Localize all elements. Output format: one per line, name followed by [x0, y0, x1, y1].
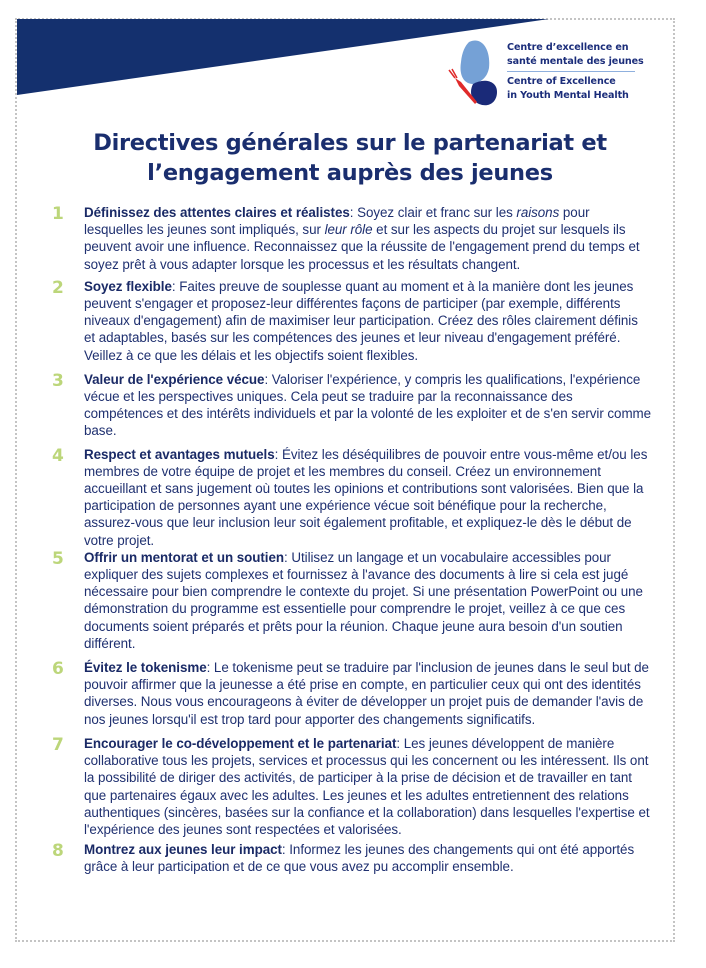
item-body: : Les jeunes développent de manière collaborative tous les projets, services et processus qui les concernent ou les intéressent. Ils ont la possibilité de diriger des activités, de participer à la prise de décision et de travailler en tant que partenaires égaux avec les adultes. Les jeunes et les adultes entretiennent des relations authentiques (sincères, basées sur la confiance et la collaboration) dans lesquelles l'expertise et l'expérience des jeunes sont respectées et valorisées.: [84, 735, 650, 837]
guideline-item-5: [52, 549, 652, 652]
item-text: [84, 659, 652, 728]
item-body: : Évitez les déséquilibres de pouvoir entre vous-même et/ou les membres de votre équipe de projet et les membres du conseil. Créez un environnement accueillant et sans jugement où toutes les opinions et contributions sont valorisées. Bien que la participation de personnes ayant une expérience vécue soit bénéfique pour la recherche, assurez-vous que leur inclusion leur soit également profitable, et expliquez-le dès le début de votre projet.: [84, 446, 648, 548]
item-body: et sur les aspects du projet sur lesquels ils peuvent avoir une influence. Reconnaissez que la réussite de l'engagement prend du temps et soyez prêt à vous adapter lorsque les processus et les résultats changent.: [84, 222, 640, 272]
logo-line-en-2: in Youth Mental Health: [507, 90, 629, 101]
item-heading: Valeur de l'expérience vécue: [84, 371, 265, 387]
item-text: [84, 549, 652, 652]
item-text: [84, 735, 652, 838]
item-heading: Montrez aux jeunes leur impact: [84, 842, 282, 858]
butterfly-upper-wing: [461, 40, 490, 84]
guideline-item-4: [52, 446, 652, 549]
item-number: 8: [52, 841, 64, 862]
item-text: [84, 841, 652, 875]
guideline-item-6: [52, 659, 652, 728]
item-heading: Respect et avantages mutuels: [84, 446, 275, 462]
item-emphasis: raisons: [516, 205, 560, 220]
page-title: [30, 128, 670, 188]
item-body: : Le tokenisme peut se traduire par l'inclusion de jeunes dans le seul but de pouvoir affirmer que la jeunesse a été prise en compte, en particulier ceux qui ont des identités diverses. Nous vous encourageons à éviter de développer un projet puis de demander l'avis de nos jeunes lorsqu'il est trop tard pour apporter des changements significatifs.: [84, 660, 649, 727]
item-heading: Soyez flexible: [84, 278, 172, 294]
item-text: [84, 446, 652, 549]
item-body: pour lesquelles les jeunes sont impliqués, sur: [84, 205, 590, 238]
guideline-item-3: [52, 371, 652, 440]
item-text: [84, 371, 652, 440]
guideline-item-8: [52, 841, 652, 875]
item-text: [84, 204, 652, 273]
item-number: 7: [52, 734, 64, 755]
logo-line-fr-1: Centre d’excellence en: [507, 42, 629, 53]
item-body: : Valoriser l'expérience, y compris les qualifications, l'expérience vécue et les perspectives uniques. Cela peut se traduire par la reconnaissance des compétences et des intérêts individuels et par la volonté de les exploiter et de s'en servir comme base.: [84, 371, 652, 439]
logo-divider: [507, 71, 635, 72]
title-line-2: l’engagement auprès des jeunes: [147, 160, 553, 186]
item-heading: Encourager le co-développement et le partenariat: [84, 735, 397, 751]
item-heading: Définissez des attentes claires et réalistes: [84, 205, 350, 220]
logo-line-fr-2: santé mentale des jeunes: [507, 56, 644, 67]
item-number: 6: [52, 659, 64, 680]
logo-line-en-1: Centre of Excellence: [507, 76, 616, 87]
item-number: 3: [52, 370, 64, 391]
item-emphasis: leur rôle: [324, 222, 373, 238]
guidelines-list: [52, 204, 652, 876]
item-number: 1: [52, 204, 64, 224]
organization-logo: [447, 38, 647, 110]
item-body: : Soyez clair et franc sur les: [349, 205, 517, 220]
item-body: : Informez les jeunes des changements qui ont été apportés grâce à leur participation et de ce que vous avez pu accomplir ensemble.: [84, 842, 635, 875]
guideline-item-1: [52, 204, 652, 273]
guideline-item-2: [52, 278, 652, 364]
item-text: [84, 278, 652, 364]
item-number: 5: [52, 548, 64, 569]
item-body: : Utilisez un langage et un vocabulaire accessibles pour expliquer des sujets complexes et fournissez à l'avance des documents à lire si cela est jugé nécessaire pour bien comprendre le contexte du projet. Si une présentation PowerPoint ou une démonstration du programme est essentielle pour comprendre le projet, veillez à ce que ces documents soient préparés et prêts pour la réunion. Chaque jeune aura besoin d'un soutien différent.: [84, 549, 643, 651]
title-line-1: Directives générales sur le partenariat et: [93, 130, 607, 156]
item-number: 4: [52, 445, 64, 466]
guideline-item-7: [52, 735, 652, 838]
item-heading: Offrir un mentorat et un soutien: [84, 549, 285, 565]
butterfly-logo-icon: [447, 38, 499, 106]
item-heading: Évitez le tokenisme: [84, 660, 207, 676]
item-body: : Faites preuve de souplesse quant au moment et à la manière dont les jeunes peuvent s'engager et proposez-leur différentes façons de participer (par exemple, différents niveaux d'engagement) afin de maximiser leur participation. Créez des rôles clairement définis et adaptables, basés sur les compétences des jeunes et leur niveau d'engagement préféré. Veillez à ce que les délais et les objectifs soient flexibles.: [84, 278, 638, 363]
butterfly-antenna: [449, 69, 457, 78]
item-number: 2: [52, 277, 64, 298]
